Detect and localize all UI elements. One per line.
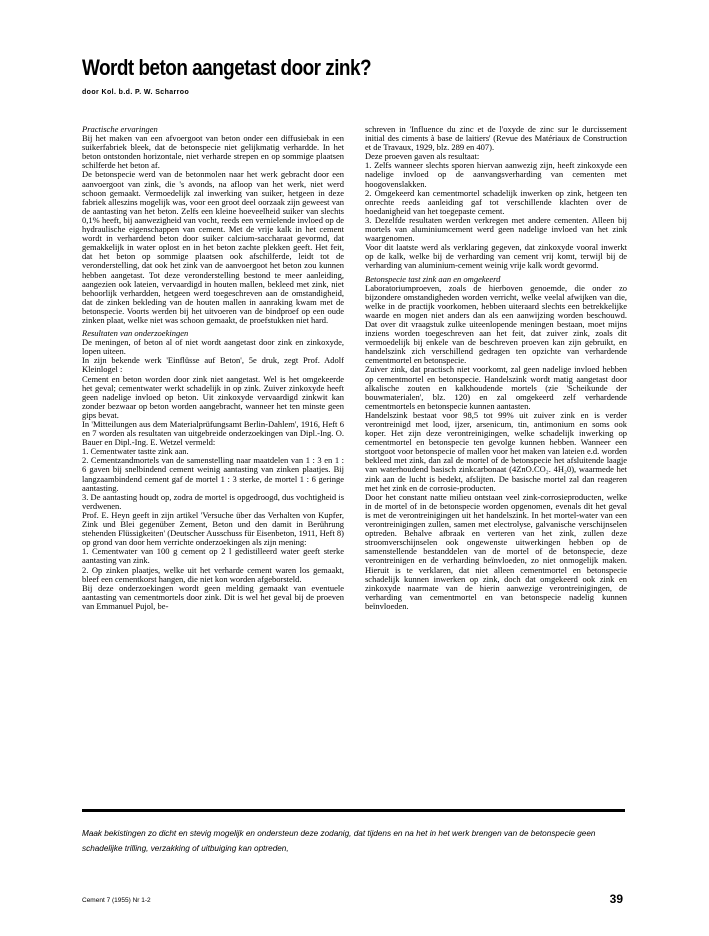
divider-rule [82,809,625,812]
caption-text: Maak bekistingen zo dicht en stevig mogelijk en ondersteun deze zodanig, dat tijdens en na het in het werk brengen van de betonspecie geen schadelijke trilling, verzakking of uitbuiging kan optreden, [82,829,596,853]
paragraph: Zuiver zink, dat practisch niet voorkomt, zal geen nadelige invloed hebben op cementmortel en betonspecie. Handelszink wordt matig aangetast door alkalische zouten en kalkhoudende mortels (zie 'Scheikunde der bouwmaterialen', blz. 120) en zal omgekeerd zelf verhardende cementmortels en betonspecie kunnen aantasten. [365,364,627,411]
section-heading: Resultaten van onderzoekingen [82,328,189,339]
paragraph: De meningen, of beton al of niet wordt aangetast door zink en zinkoxyde, lopen uiteen. [82,337,344,357]
article-author: door Kol. b.d. P. W. Scharroo [82,89,190,96]
journal-reference: Cement 7 (1955) Nr 1-2 [82,897,151,904]
list-item: 2. Op zinken plaatjes, welke uit het verharde cement waren los gemaakt, bleef een cementkorst hangen, die niet kon worden afgeborsteld. [82,564,344,584]
section-heading: Practische ervaringen [82,124,158,134]
paragraph: schreven in 'Influence du zinc et de l'oxyde de zinc sur le durcissement initial des ciments à base de laitiers' (Revue des Matériaux de Construction et de Travaux, 1929, blz. 289 en 407). [365,124,627,153]
paragraph: Laboratoriumproeven, zoals de hierboven genoemde, die onder zo bijzondere omstandigheden worden verricht, welke veelal afwijken van die, welke in de practijk voorkomen, hebben uiteraard slechts een betrekkelijke waarde en mogen niet anders dan als een aanwijzing worden beschouwd. Dat over dit vraagstuk zulke uiteenlopende meningen bestaan, moet mijns inziens worden toegeschreven aan het feit, dat zuiver zink, zoals dit vermoedelijk bij enkele van de beschreven proeven kan zijn gebruikt, en handelszink zich verschillend gedragen ten opzichte van verhardende cementmortel en betonspecie. [365,282,627,366]
paragraph: Cement en beton worden door zink niet aangetast. Wel is het omgekeerde het geval; cementwater werkt schadelijk in op zink. Zuiver zinkoxyde heeft geen nadelige invloed op beton. Uit zinkoxyde vervaardigd zinkwit kan zonder bezwaar op beton worden aangebracht, wanneer het ten minste geen gips bevat. [82,373,344,420]
paragraph: Deze proeven gaven als resultaat: [365,151,480,162]
page-number: 39 [609,892,623,906]
right-column [365,125,627,611]
list-item: 3. Dezelfde resultaten werden verkregen met andere cementen. Alleen bij mortels van aluminiumcement werd geen nadelige invloed van het zink waargenomen. [365,214,627,244]
paragraph: Bij deze onderzoekingen wordt geen melding gemaakt van eventuele aantasting van cementmortels door zink. Dit is wel het geval bij de proeven van Emmanuel Pujol, be- [82,582,344,611]
paragraph: In 'Mitteilungen aus dem Materialprüfungsamt Berlin-Dahlem', 1916, Heft 6 en 7 worden als resultaten van uitgebreide onderzoekingen van Dipl.-Ing. O. Bauer en Dipl.-Ing. E. Wetzel vermeld: [82,419,344,448]
paragraph: De betonspecie werd van de betonmolen naar het werk gebracht door een aanvoergoot van zink, die 's avonds, na afloop van het werk, niet werd schoon gemaakt. Vermoedelijk zal inwerking van suiker, hetgeen in deze fabriek alleszins mogelijk was, voor een groot deel oorzaak zijn geweest van de aantasting van het beton. Zelfs een kleine hoeveelheid suiker van slechts 0,1% heeft, bij aanwezigheid van vocht, reeds een vernielende invloed op de hydraulische eigenschappen van cement. Met de vrije kalk in het cement wordt in verhardend beton door suiker calcium-saccharaat gevormd, dat gemakkelijk in water oplost en in het beton zachte plekken geeft. Het feit, dat het beton op sommige plaatsen ook afschilferde, leidt tot de veronderstelling, dat ook het zink van de aanvoergoot het beton zou kunnen hebben aangetast. Tot deze veronderstelling bestond te meer aanleiding, aangezien ook lateien, vervaardigd in houten mallen, bekleed met zink, niet behoorlijk verhardden, hetgeen werd toegeschreven aan de omstandigheid, dat de zinken bekleding van de houten mallen in aanraking kwam met de betonspecie. Voorts werden bij het uitvoeren van de bindproef op een oude zinken plaat, welke niet was schoon gemaakt, de proefstukken niet hard. [82,169,344,325]
list-item: 1. Zelfs wanneer slechts sporen hiervan aanwezig zijn, heeft zinkoxyde een nadelige invloed op de aanvangsverharding van cementen met hoogovenslakken. [365,160,627,189]
paragraph: Voor dit laatste werd als verklaring gegeven, dat zinkoxyde vooral inwerkt op de kalk, welke bij de verharding van cement vrij komt, terwijl bij de verharding van aluminium-cement weinig vrije kalk wordt gevormd. [365,242,627,271]
list-item: 2. Omgekeerd kan cementmortel schadelijk inwerken op zink, hetgeen ten onrechte reeds aanleiding gaf tot verschillende klachten over de hoedanigheid van het toegepaste cement. [365,187,627,216]
list-item: 2. Cementzandmortels van de samenstelling naar maatdelen van 1 : 3 en 1 : 6 gaven bij snelbindend cement weinig aantasting van zinken plaatjes. Bij langzaambindend cement gaf de mortel 1 : 3 sterke, de mortel 1 : 6 geringe aantasting. [82,455,344,493]
paragraph: Bij het maken van een afvoergoot van beton onder een diffusiebak in een suikerfabriek bleek, dat de betonspecie niet gelijkmatig verhardde. In het beton ontstonden horizontale, niet verharde strepen en op sommige plaatsen schilferde het beton af. [82,133,344,171]
paragraph: Door het constant natte milieu ontstaan veel zink-corrosieproducten, welke in de mortel of in de betonspecie worden opgenomen, evenals dit het geval is met de verontreinigingen uit het handelszink. In het mortel-water van een verontreinigingen zullen, samen met electrolyse, galvanische verschijnselen optreden. Behalve afbraak en verteren van het zink, zullen deze stroomverschijnselen ook ongewenste uitwerkingen hebben op de samenstellende bestanddelen van de mortel of de betonspecie, deze verontreinigen en de verharding beïnvloeden, zo niet onmogelijk maken. Hieruit is te verklaren, dat niet alleen cementmortel en betonspecie schadelijk kunnen inwerken op zink, doch dat omgekeerd ook zink en zinkoxyde naarmate van de hierin aanwezige verontreinigingen, de verharding van cementmortel en van betonspecie nadelig kunnen beïnvloeden. [365,491,627,611]
paragraph: Handelszink bestaat voor 98,5 tot 99% uit zuiver zink en is verder verontreinigd met lood, ijzer, arsenicum, tin, antimonium en soms ook koper. Het zijn deze verontreinigingen, welke schadelijk inwerking op cementmortel en betonspecie ten gevolge kunnen hebben. Wanneer een stortgoot voor betonspecie of mallen voor het maken van lateien e.d. worden bekleed met zink, dan zal de mortel of de betonspecie het afsluitende laagje van waterhoudend basisch zinkcarbonaat (4ZnO.CO₂. 4H₂0), waarmede het zink aan de lucht is bedekt, afslijten. De basische mortel zal dan reageren met het zink en de corrosie-producten. [365,409,627,493]
list-item: 3. De aantasting houdt op, zodra de mortel is opgedroogd, dus vochtigheid is verdwenen. [82,491,344,511]
list-item: 1. Cementwater tastte zink aan. [82,446,189,457]
section-heading: Betonspecie tast zink aan en omgekeerd [365,273,501,284]
article-title: Wordt beton aangetast door zink? [82,55,372,80]
list-item: 1. Cementwater van 100 g cement op 2 l gedistilleerd water geeft sterke aantasting van zink. [82,546,344,566]
paragraph: Prof. E. Heyn geeft in zijn artikel 'Versuche über das Verhalten von Kupfer, Zink und Blei gegenüber Zement, Beton und den damit in Berührung stehenden Flüssigkeiten' (Deutscher Ausschuss für Eisenbeton, 1911, Heft 8) op grond van door hem verrichte onderzoekingen als zijn mening: [82,509,344,548]
paragraph: In zijn bekende werk 'Einflüsse auf Beton', 5e druk, zegt Prof. Adolf Kleinlogel : [82,355,344,375]
left-column [82,125,344,611]
